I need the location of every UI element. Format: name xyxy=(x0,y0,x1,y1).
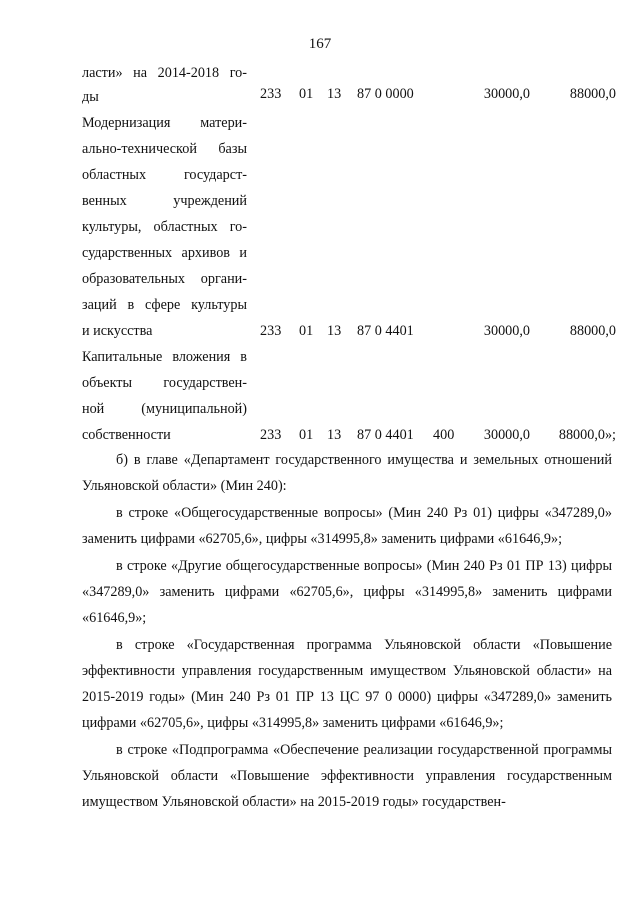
code-rz: 01 xyxy=(299,427,314,443)
row-name-line: венных учреждений xyxy=(82,193,247,209)
row-name-line: образовательных органи- xyxy=(82,271,247,287)
code-cs: 87 0 4401 xyxy=(357,323,414,339)
body-text xyxy=(82,447,612,816)
paragraph: в строке «Общегосударственные вопросы» (Мин 240 Рз 01) цифры «347289,0» заменить цифрами «62705,6», цифры «314995,8» заменить цифрами «61646,9»; xyxy=(82,505,612,547)
amount-year2: 88000,0»; xyxy=(558,427,616,443)
code-pr: 13 xyxy=(327,323,342,339)
row-name-line: ной (муниципальной) xyxy=(82,401,247,417)
row-name-line: Модернизация матери- xyxy=(82,115,247,131)
page-number: 167 xyxy=(308,36,332,52)
row-name-line: культуры, областных го- xyxy=(82,219,247,235)
paragraph: в строке «Государственная программа Ульяновской области «Повышение эффективности управления государственным имуществом Ульяновской области» на 2015-2019 годы» (Мин 240 Рз 01 ПР 13 ЦС 97 0 0000) цифры «347289,0» заменить цифрами «62705,6», цифры «314995,8» заменить цифрами «61646,9»; xyxy=(82,637,612,731)
amount-year2: 88000,0 xyxy=(569,86,616,102)
code-pr: 13 xyxy=(327,86,342,102)
row-name-line: Капитальные вложения в xyxy=(82,349,247,365)
row-name-line: областных государст- xyxy=(82,167,247,183)
row-name-line: собственности xyxy=(82,427,171,443)
amount-year2: 88000,0 xyxy=(569,323,616,339)
code-min: 233 xyxy=(260,323,282,339)
code-cs: 87 0 0000 xyxy=(357,86,414,102)
code-min: 233 xyxy=(260,427,282,443)
code-cs: 87 0 4401 xyxy=(357,427,414,443)
code-pr: 13 xyxy=(327,427,342,443)
code-rz: 01 xyxy=(299,323,314,339)
row-name-line: сударственных архивов и xyxy=(82,245,247,261)
paragraph: в строке «Подпрограмма «Обеспечение реализации государственной программы Ульяновской области «Повышение эффективности управления государственным имуществом Ульяновской области» на 2015-2019 годы» государствен- xyxy=(82,742,612,810)
paragraph: в строке «Другие общегосударственные вопросы» (Мин 240 Рз 01 ПР 13) цифры «347289,0» заменить цифрами «62705,6», цифры «314995,8» заменить цифрами «61646,9»; xyxy=(82,558,612,626)
row-name-line: ды xyxy=(82,89,99,105)
row-name-line: ально-технической базы xyxy=(82,141,247,157)
row-name-line: и искусства xyxy=(82,323,153,339)
amount-year1: 30000,0 xyxy=(483,427,530,443)
amount-year1: 30000,0 xyxy=(483,323,530,339)
row-name-line: объекты государствен- xyxy=(82,375,247,391)
code-min: 233 xyxy=(260,86,282,102)
row-name-line: заций в сфере культуры xyxy=(82,297,247,313)
amount-year1: 30000,0 xyxy=(483,86,530,102)
row-name-line: ласти» на 2014-2018 го- xyxy=(82,65,247,81)
code-rz: 01 xyxy=(299,86,314,102)
paragraph: б) в главе «Департамент государственного имущества и земельных отношений Ульяновской области» (Мин 240): xyxy=(82,452,612,494)
code-vr: 400 xyxy=(433,427,455,443)
